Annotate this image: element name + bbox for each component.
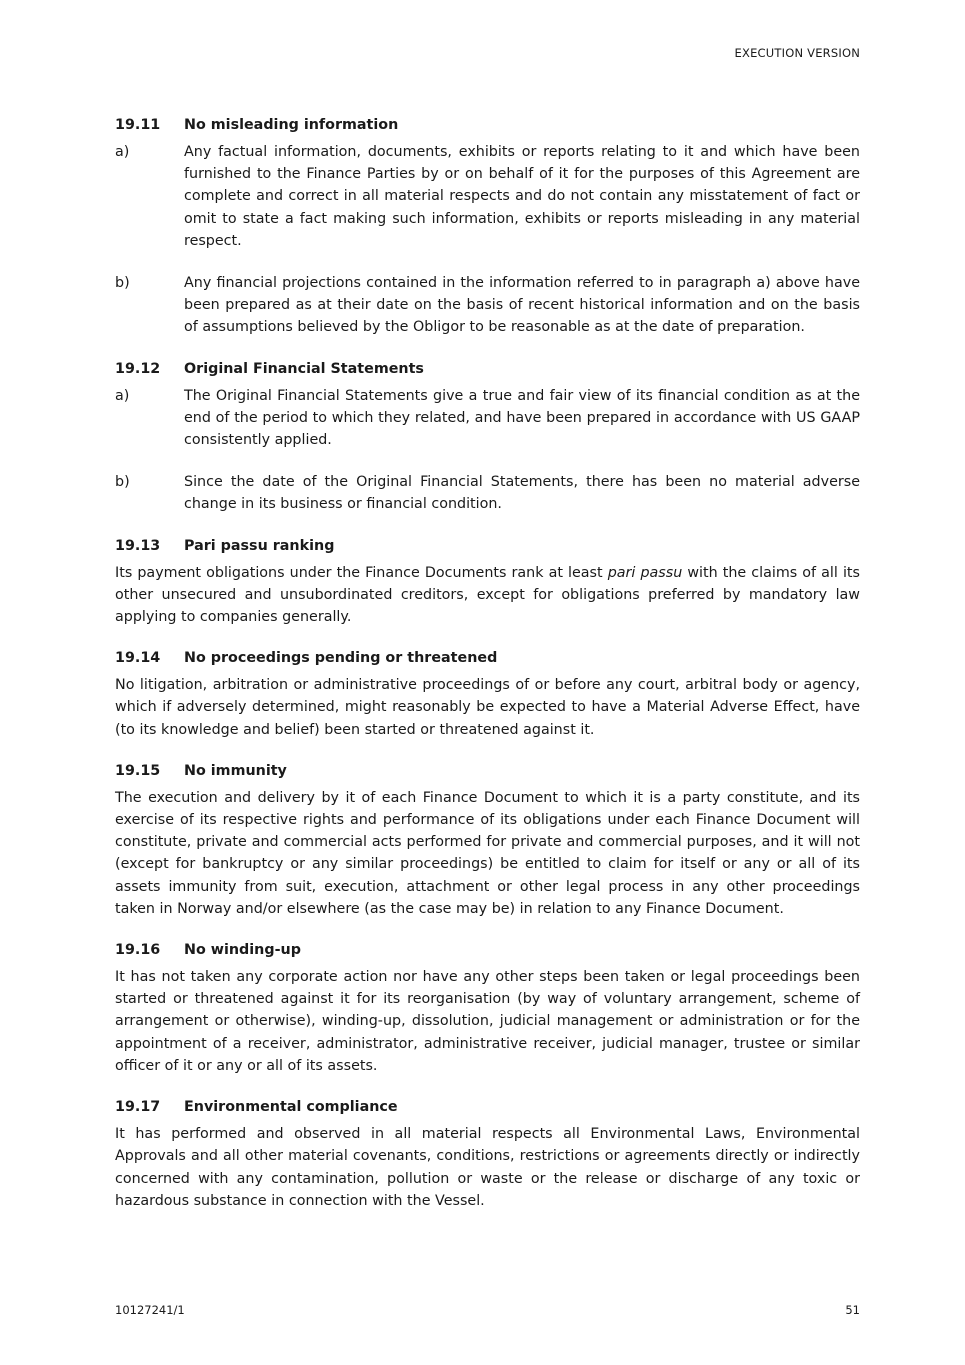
item-text: The Original Financial Statements give a true and fair view of its financial condition as at the end of the period to which they related, and have been prepared in accordance with US GAAP consistently applied. [184,387,860,449]
section-body [115,562,860,629]
item-text: Since the date of the Original Financial Statements, there has been no material adverse change in its business or financial condition. [184,474,860,513]
section-heading-19-14 [115,647,860,669]
section-heading-19-11 [115,114,860,136]
section-heading-19-15 [115,760,860,782]
section-body: No litigation, arbitration or administrative proceedings of or before any court, arbitral body or agency, which if adversely determined, might reasonably be expected to have a Material Adverse Effect, have (to its knowledge and belief) been started or threatened against it. [115,677,860,738]
section-number: 19.15 [115,762,161,779]
section-heading-19-16 [115,939,860,961]
body-text: with the claims of all its other unsecured and unsubordinated creditors, except for obligations preferred by mandatory law applying to companies generally. [115,564,860,626]
section-title: No misleading information [184,117,399,133]
section-body: It has not taken any corporate action nor have any other steps been taken or legal proceedings been started or threatened against it for its reorganisation (by way of voluntary arrangement, scheme of arrangement or otherwise), winding-up, dissolution, judicial management or administration or for the appointment of a receiver, administrator, administrative receiver, judicial manager, trustee or similar officer of it or any or all of its assets. [115,969,860,1074]
list-item [115,471,860,515]
section-body: The execution and delivery by it of each Finance Document to which it is a party constitute, and its exercise of its respective rights and performance of its obligations under each Finance Document will constitute, private and commercial acts performed for private and commercial purposes, and it will not (except for bankruptcy or any similar proceedings) be entitled to claim for itself or any or all of its assets immunity from suit, execution, attachment or other legal process in any other proceedings taken in Norway and/or elsewhere (as the case may be) in relation to any Finance Document. [115,789,860,917]
section-number: 19.16 [115,942,161,959]
section-number: 19.11 [115,117,161,133]
footer-doc-id: 10127241/1 [115,1303,185,1317]
item-text: Any factual information, documents, exhibits or reports relating to it and which have been furnished to the Finance Parties by or on behalf of it for the purposes of this Agreement are complete and correct in all material respects and do not contain any misstatement of fact or omit to state a fact making such information, exhibits or reports misleading in any material respect. [184,144,860,249]
list-item [115,272,860,339]
section-title: No winding-up [184,942,301,959]
section-title: No immunity [184,762,287,779]
section-title: Environmental compliance [184,1099,398,1116]
item-text: Any financial projections contained in the information referred to in paragraph a) above have been prepared as at their date on the basis of recent historical information and on the basis of assumptions believed by the Obligor to be reasonable as at the date of preparation. [184,275,860,336]
item-label: b) [115,474,130,491]
body-text: Its payment obligations under the Finance Documents rank at least [115,564,608,581]
section-number: 19.17 [115,1099,161,1116]
running-header: EXECUTION VERSION [734,46,860,60]
item-label: a) [115,387,130,404]
item-label: a) [115,144,130,160]
section-heading-19-17 [115,1096,860,1118]
body-italic-term: pari passu [607,564,683,581]
section-number: 19.13 [115,537,161,554]
section-number: 19.14 [115,650,161,667]
list-item [115,385,860,452]
section-title: No proceedings pending or threatened [184,650,498,667]
list-item [115,141,860,252]
section-title: Original Financial Statements [184,360,424,377]
section-heading-19-12 [115,358,860,380]
section-heading-19-13 [115,535,860,557]
section-body: It has performed and observed in all material respects all Environmental Laws, Environmental Approvals and all other material covenants, conditions, restrictions or agreements directly or indirectly concerned with any contamination, pollution or waste or the release or discharge of any toxic or hazardous substance in connection with the Vessel. [115,1126,860,1209]
item-label: b) [115,275,130,292]
section-number: 19.12 [115,360,161,377]
footer-page-number: 51 [845,1303,860,1317]
document-page [115,0,860,1365]
section-title: Pari passu ranking [184,537,335,554]
document-body [115,114,860,1212]
